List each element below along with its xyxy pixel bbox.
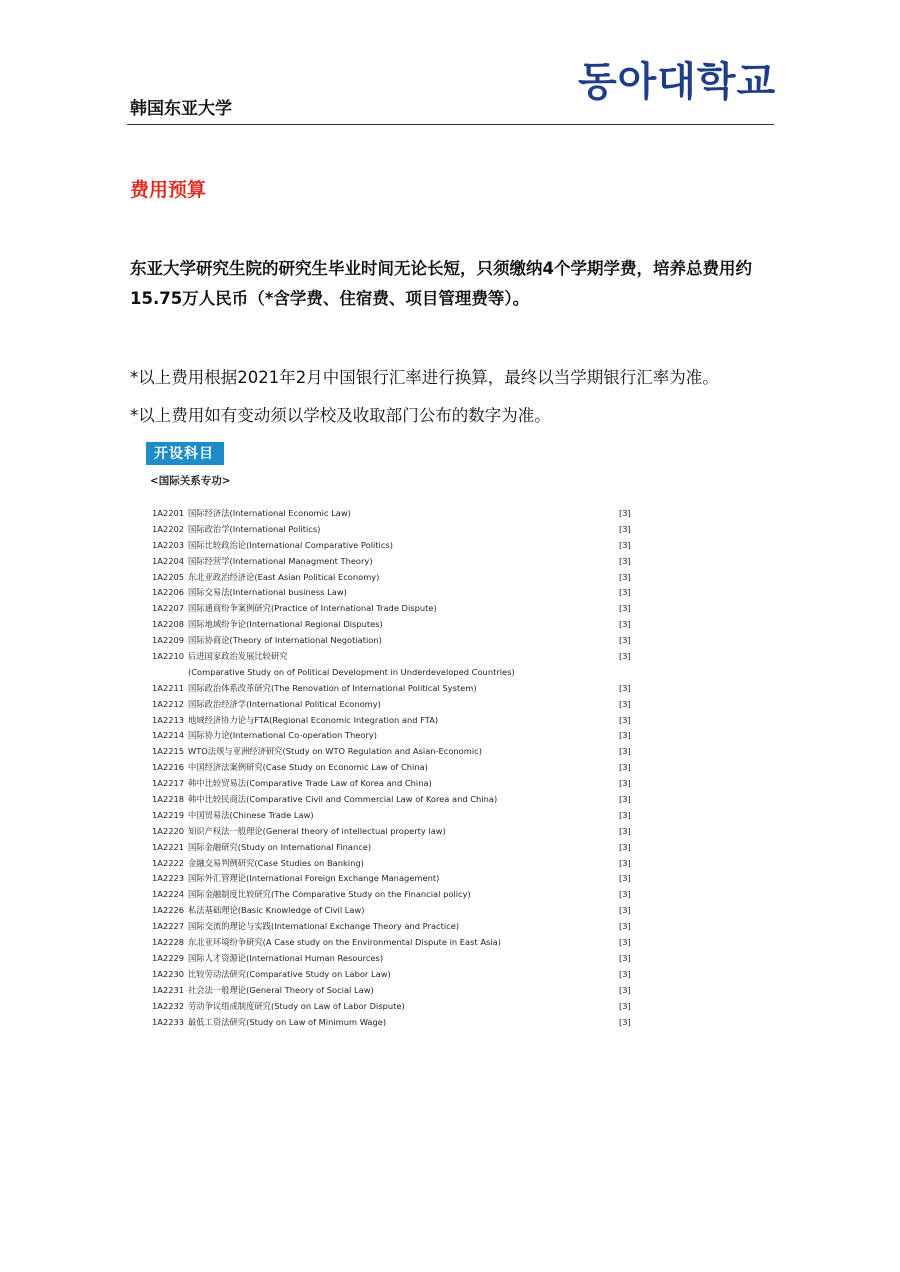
course-code: 1A2233 [152,1016,185,1027]
course-row [152,903,636,919]
section-title: 费用预算 [130,179,207,201]
course-credit: [3] [619,698,631,709]
course-row [152,776,636,792]
course-name: 金融交易判例研究(Case Studies on Banking) [188,857,364,868]
university-logo: 동아대학교 [578,59,777,105]
course-row [152,951,636,967]
course-row [152,585,636,601]
course-code: 1A2215 [152,746,185,757]
course-name: 韩中比较贸易法(Comparative Trade Law of Korea and China) [188,778,432,789]
course-credit: [3] [619,937,631,948]
course-credit: [3] [619,889,631,900]
course-code: 1A2216 [152,762,185,773]
course-credit: [3] [619,1016,631,1027]
course-credit: [3] [619,984,631,995]
course-code: 1A2212 [152,698,185,709]
course-code: 1A2220 [152,825,185,836]
course-row [152,617,636,633]
course-credit: [3] [619,873,631,884]
course-credit: [3] [619,523,631,534]
course-credit: [3] [619,714,631,725]
course-code: 1A2207 [152,603,185,614]
course-row [152,871,636,887]
course-credit: [3] [619,555,631,566]
course-name: 国际地域纷争论(International Regional Disputes) [188,619,383,630]
course-row [152,649,636,665]
course-row [152,665,636,681]
course-name: 地域经济协力论与FTA(Regional Economic Integration and FTA) [188,714,439,725]
course-credit: [3] [619,968,631,979]
course-name: 中国经济法案例研究(Case Study on Economic Law of China) [188,762,428,773]
course-code: 1A2219 [152,809,185,820]
course-code: 1A2209 [152,635,185,646]
course-name: 国际外汇管理论(International Foreign Exchange Management) [188,873,440,884]
course-name: (Comparative Study on of Political Development in Underdeveloped Countries) [188,666,515,677]
course-row [152,506,636,522]
course-credit: [3] [619,571,631,582]
course-name: 社会法一般理论(General Theory of Social Law) [188,984,374,995]
course-name: 最低工资法研究(Study on Law of Minimum Wage) [188,1016,387,1027]
course-credit: [3] [619,508,631,518]
courses-panel-title: 开设科目 [146,442,224,465]
course-code: 1A2203 [152,539,185,550]
course-row [152,633,636,649]
course-credit: [3] [619,841,631,852]
course-code: 1A2218 [152,794,185,805]
course-credit: [3] [619,921,631,932]
course-credit: [3] [619,1000,631,1011]
course-row [152,713,636,729]
course-row [152,919,636,935]
course-credit: [3] [619,746,631,757]
course-row [152,856,636,872]
course-name: 比较劳动法研究(Comparative Study on Labor Law) [188,968,391,979]
course-name: 国际经济法(International Economic Law) [188,508,351,518]
course-name: 韩中比较民商法(Comparative Civil and Commercial Law of Korea and China) [188,794,498,805]
course-row [152,554,636,570]
course-row [152,824,636,840]
course-row [152,522,636,538]
course-code: 1A2213 [152,714,185,725]
course-name: 中国贸易法(Chinese Trade Law) [188,809,314,820]
course-name: 国际人才资源论(International Human Resources) [188,952,384,963]
course-row [152,935,636,951]
course-code: 1A2229 [152,952,185,963]
course-row [152,887,636,903]
fee-change-note: *以上费用如有变动须以学校及收取部门公布的数字为准。 [130,406,551,425]
course-code: 1A2208 [152,619,185,630]
course-row [152,681,636,697]
course-code: 1A2210 [152,651,185,662]
course-code: 1A2206 [152,587,185,598]
course-name: 国际政治体系改革研究(The Renovation of International Political System) [188,682,477,693]
course-credit: [3] [619,539,631,550]
course-code: 1A2211 [152,682,185,693]
course-credit: [3] [619,857,631,868]
course-credit: [3] [619,651,631,662]
course-code: 1A2226 [152,905,185,916]
course-row [152,728,636,744]
course-name: 私法基础理论(Basic Knowledge of Civil Law) [188,905,365,916]
header-divider [127,124,774,125]
course-name: 国际交流的理论与实践(International Exchange Theory and Practice) [188,921,460,932]
course-name: 国际政治学(International Politics) [188,523,321,534]
course-credit: [3] [619,809,631,820]
course-row [152,601,636,617]
course-credit: [3] [619,682,631,693]
course-code: 1A2202 [152,523,185,534]
course-credit: [3] [619,905,631,916]
course-code: 1A2222 [152,857,185,868]
course-credit: [3] [619,603,631,614]
course-code: 1A2227 [152,921,185,932]
course-name: 国际金融研究(Study on International Finance) [188,841,372,852]
course-code: 1A2228 [152,937,185,948]
course-row [152,1015,636,1031]
course-name: 东北亚环境纷争研究(A Case study on the Environmental Dispute in East Asia) [188,937,501,948]
course-row [152,999,636,1015]
course-row [152,570,636,586]
course-code: 1A2217 [152,778,185,789]
course-list [152,506,636,1030]
course-row [152,760,636,776]
course-code: 1A2230 [152,968,185,979]
course-code: 1A2201 [152,508,185,518]
course-code: 1A2231 [152,984,185,995]
course-name: 国际比较政治论(International Comparative Politics) [188,539,393,550]
course-credit: [3] [619,730,631,741]
course-name: 国际通商纷争案例研究(Practice of International Trade Dispute) [188,603,437,614]
course-row [152,840,636,856]
courses-panel-subtitle: <国际关系专功> [150,475,231,487]
course-name: 知识产权法一般理论(General theory of intellectual property law) [188,825,446,836]
course-credit: [3] [619,794,631,805]
course-code: 1A2232 [152,1000,185,1011]
course-row [152,744,636,760]
course-code: 1A2214 [152,730,185,741]
course-credit: [3] [619,778,631,789]
exchange-rate-note: *以上费用根据2021年2月中国银行汇率进行换算，最终以当学期银行汇率为准。 [130,368,719,387]
course-name: WTO法规与亚洲经济研究(Study on WTO Regulation and Asian-Economic) [188,746,482,757]
course-code: 1A2221 [152,841,185,852]
course-name: 国际交易法(International business Law) [188,587,347,598]
course-credit: [3] [619,825,631,836]
course-credit: [3] [619,762,631,773]
course-row [152,538,636,554]
course-name: 国际协商论(Theory of International Negotiation) [188,635,382,646]
course-name: 国际经营学(International Managment Theory) [188,555,373,566]
course-name: 国际金融制度比较研究(The Comparative Study on the Financial policy) [188,889,471,900]
course-row [152,808,636,824]
course-name: 后进国家政治发展比较研究 [188,651,288,662]
course-name: 国际政治经济学(International Political Economy) [188,698,381,709]
course-row [152,792,636,808]
course-row [152,697,636,713]
course-code: 1A2224 [152,889,185,900]
course-credit: [3] [619,619,631,630]
course-code: 1A2204 [152,555,185,566]
courses-panel [146,442,636,1030]
course-code: 1A2205 [152,571,185,582]
course-name: 东北亚政治经济论(East Asian Political Economy) [188,571,380,582]
course-code: 1A2223 [152,873,185,884]
course-row [152,983,636,999]
course-row [152,967,636,983]
course-name: 劳动争议组成制度研究(Study on Law of Labor Dispute) [188,1000,405,1011]
fee-paragraph: 东亚大学研究生院的研究生毕业时间无论长短，只须缴纳4个学期学费，培养总费用约15.75万人民币（*含学费、住宿费、项目管理费等）。 [130,259,752,308]
course-credit: [3] [619,952,631,963]
course-credit: [3] [619,635,631,646]
course-credit: [3] [619,587,631,598]
course-name: 国际协力论(International Co-operation Theory) [188,730,378,741]
header-university-name: 韩国东亚大学 [130,99,232,119]
